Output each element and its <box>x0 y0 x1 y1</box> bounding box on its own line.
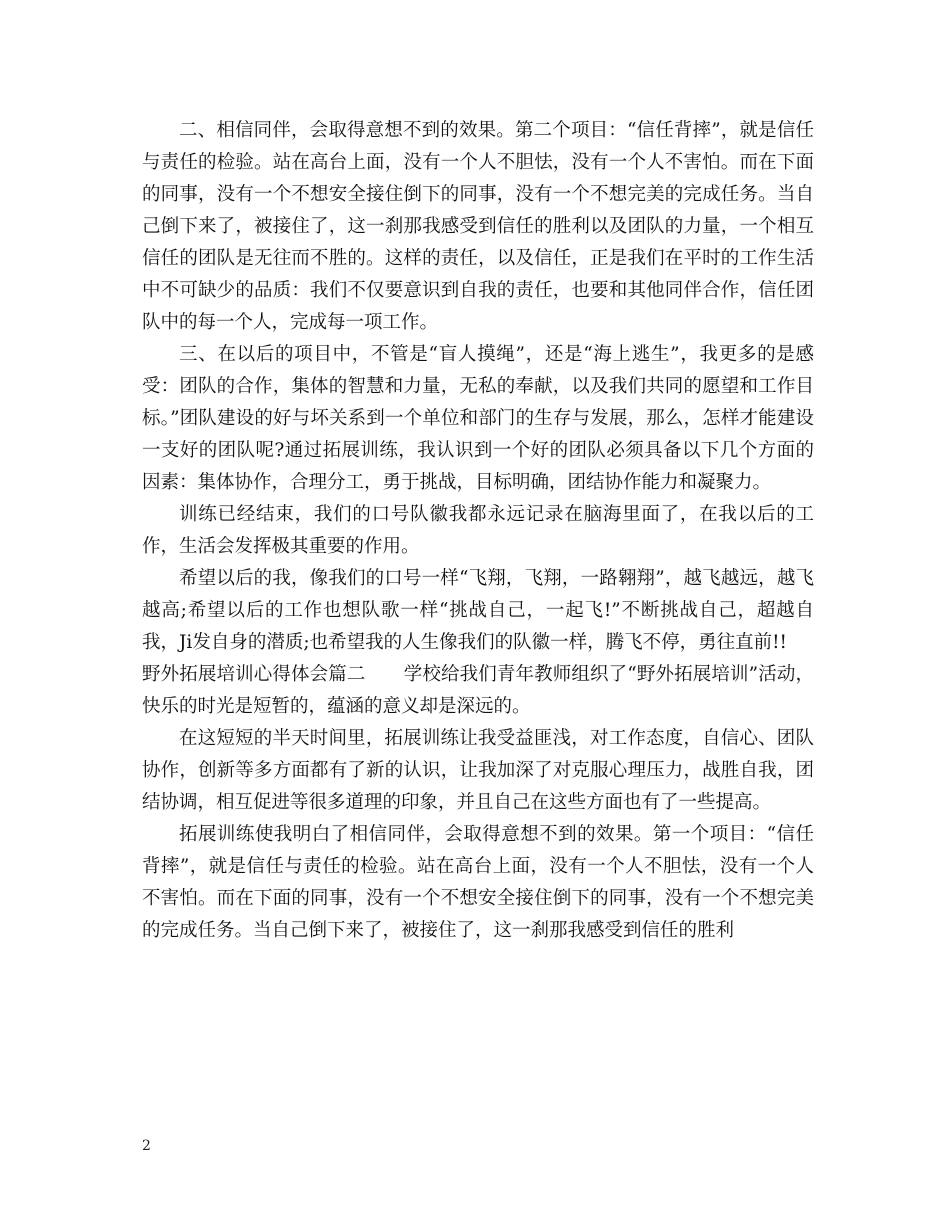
document-body <box>142 115 814 947</box>
section-title: 野外拓展培训心得体会篇二 <box>142 664 366 685</box>
paragraph-trust-fall: 拓展训练使我明白了相信同伴，会取得意想不到的效果。第一个项目：“信任背摔”，就是信任与责任的检验。站在高台上面，没有一个人不胆怯，没有一个人不害怕。而在下面的同事，没有一个不想安全接住倒下的同事，没有一个不想完美的完成任务。当自己倒下来了，被接住了，这一刹那我感受到信任的胜利 <box>142 824 814 941</box>
paragraph-point-two: 二、相信同伴，会取得意想不到的效果。第二个项目：“信任背摔”，就是信任与责任的检验。站在高台上面，没有一个人不胆怯，没有一个人不害怕。而在下面的同事，没有一个不想安全接住倒下的同事，没有一个不想完美的完成任务。当自己倒下来了，被接住了，这一刹那我感受到信任的胜利以及团队的力量，一个相互信任的团队是无往而不胜的。这样的责任，以及信任，正是我们在平时的工作生活中不可缺少的品质：我们不仅要意识到自我的责任，也要和其他同伴合作，信任团队中的每一个人，完成每一项工作。 <box>142 120 814 333</box>
section-heading-block <box>142 659 814 723</box>
paragraph-half-day: 在这短短的半天时间里，拓展训练让我受益匪浅，对工作态度，自信心、团队协作，创新等多方面都有了新的认识，让我加深了对克服心理压力，战胜自我，团结协调，相互促进等很多道理的印象，并且自己在这些方面也有了一些提高。 <box>142 728 814 813</box>
paragraph-hope: 希望以后的我，像我们的口号一样“飞翔，飞翔，一路翱翔”，越飞越远，越飞越高;希望以后的工作也想队歌一样“挑战自己，一起飞!”不断挑战自己，超越自我，Ji发自身的潜质;也希望我的人生像我们的队徽一样，腾飞不停，勇往直前!! <box>142 568 814 653</box>
section-intro: 学校给我们青年教师组织了“野外拓展培训”活动，快乐的时光是短暂的，蕴涵的意义却是深远的。 <box>142 664 814 717</box>
paragraph-training-ended: 训练已经结束，我们的口号队徽我都永远记录在脑海里面了，在我以后的工作，生活会发挥极其重要的作用。 <box>142 504 814 557</box>
page-number: 2 <box>142 1138 151 1154</box>
paragraph-point-three: 三、在以后的项目中，不管是“盲人摸绳”，还是“海上逃生”，我更多的是感受：团队的合作，集体的智慧和力量，无私的奉献，以及我们共同的愿望和工作目标。”团队建设的好与坏关系到一个单位和部门的生存与发展，那么，怎样才能建设一支好的团队呢?通过拓展训练，我认识到一个好的团队必须具备以下几个方面的因素：集体协作，合理分工，勇于挑战，目标明确，团结协作能力和凝聚力。 <box>142 344 814 493</box>
